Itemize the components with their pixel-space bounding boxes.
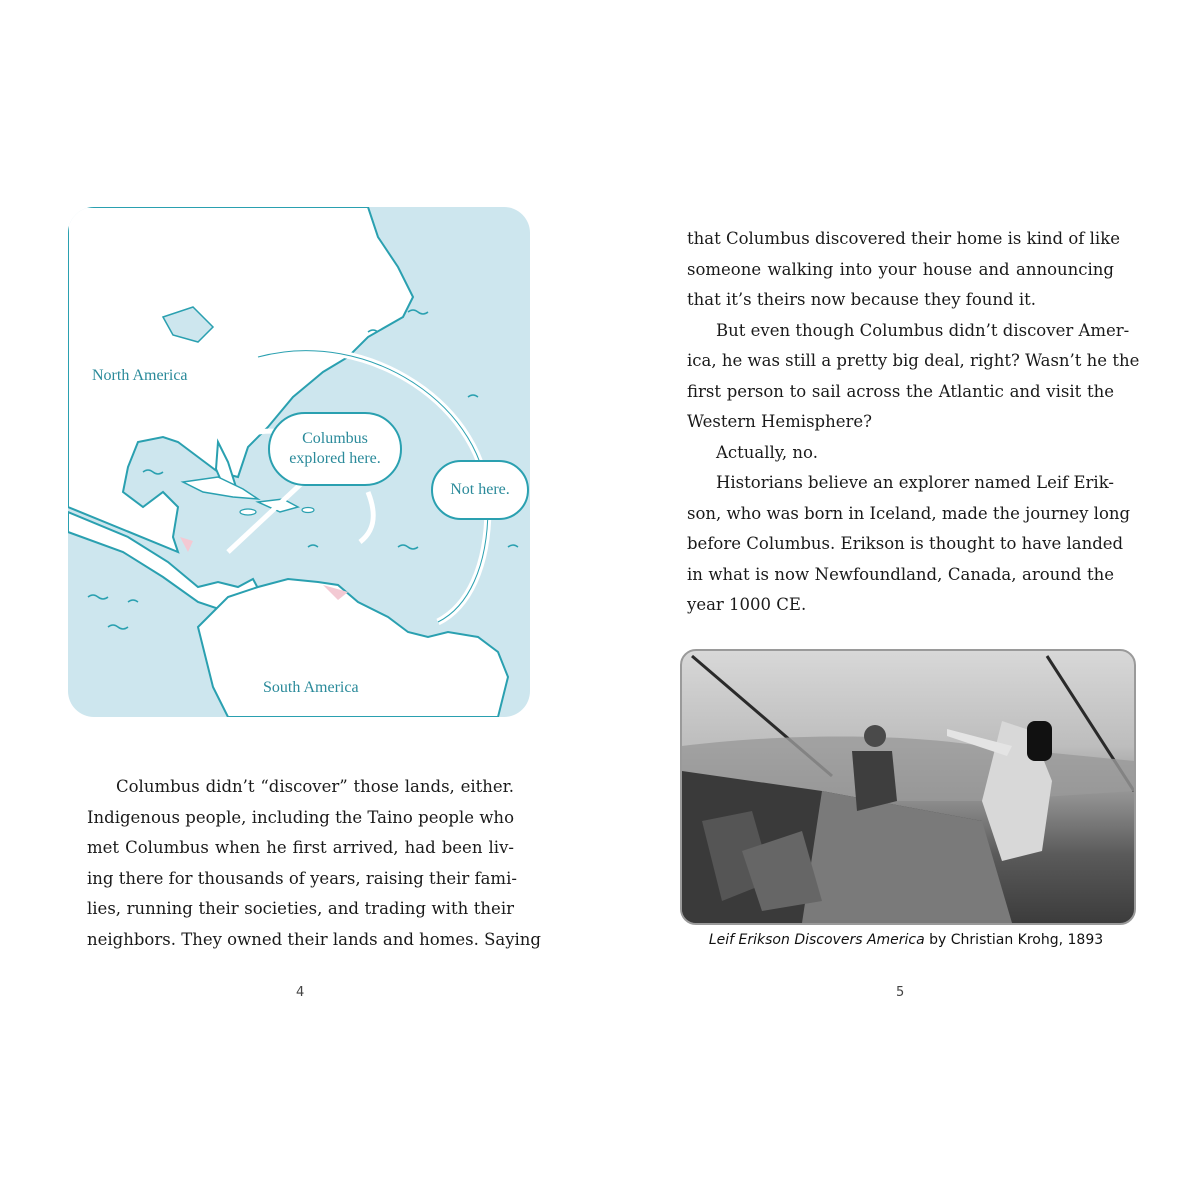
text-line: that it’s theirs now because they found it. <box>687 290 1037 309</box>
right-body-text <box>687 224 1140 621</box>
north-america-label: North America <box>92 367 188 384</box>
text-line: in what is now Newfoundland, Canada, around the <box>687 564 1114 584</box>
page-number-right: 5 <box>896 985 905 1000</box>
atlantic-map <box>68 207 530 717</box>
text-line: Historians believe an explorer named Leif Erik- <box>716 473 1114 492</box>
right-page <box>600 0 1200 1200</box>
painting-caption <box>680 932 1132 948</box>
painting-illustration <box>682 651 1134 923</box>
text-line: ica, he was still a pretty big deal, right? Wasn’t he the <box>687 351 1140 370</box>
caption-attribution: by Christian Krohg, 1893 <box>924 932 1104 948</box>
text-line: met Columbus when he first arrived, had been liv- <box>87 838 514 857</box>
not-here-text: Not here. <box>450 481 510 498</box>
columbus-bubble-line1: Columbus <box>302 430 368 447</box>
text-line: someone walking into your house and announcing <box>687 259 1114 279</box>
columbus-explored-bubble <box>268 412 402 486</box>
page-number-left: 4 <box>296 985 305 1000</box>
text-line: ing there for thousands of years, raising their fami- <box>87 868 517 888</box>
text-line: Actually, no. <box>716 442 818 462</box>
text-line: Columbus didn’t “discover” those lands, either. <box>116 777 514 796</box>
columbus-bubble-line2: explored here. <box>289 450 381 467</box>
leif-erikson-painting <box>680 649 1136 925</box>
text-line: that Columbus discovered their home is kind of like <box>687 229 1120 248</box>
left-body-text <box>87 772 541 955</box>
text-line: before Columbus. Erikson is thought to have landed <box>687 534 1124 553</box>
text-line: son, who was born in Iceland, made the journey long <box>687 503 1131 523</box>
text-line: Indigenous people, including the Taino people who <box>87 807 514 827</box>
not-here-bubble <box>431 460 529 520</box>
text-line: neighbors. They owned their lands and homes. Saying <box>87 929 541 949</box>
text-line: year 1000 CE. <box>687 595 807 614</box>
text-line: lies, running their societies, and trading with their <box>87 899 514 918</box>
text-line: Western Hemisphere? <box>687 412 872 431</box>
text-line: first person to sail across the Atlantic and visit the <box>687 381 1114 401</box>
south-america-label: South America <box>263 679 359 696</box>
caption-title: Leif Erikson Discovers America <box>708 932 925 948</box>
text-line: But even though Columbus didn’t discover Amer- <box>716 320 1130 340</box>
